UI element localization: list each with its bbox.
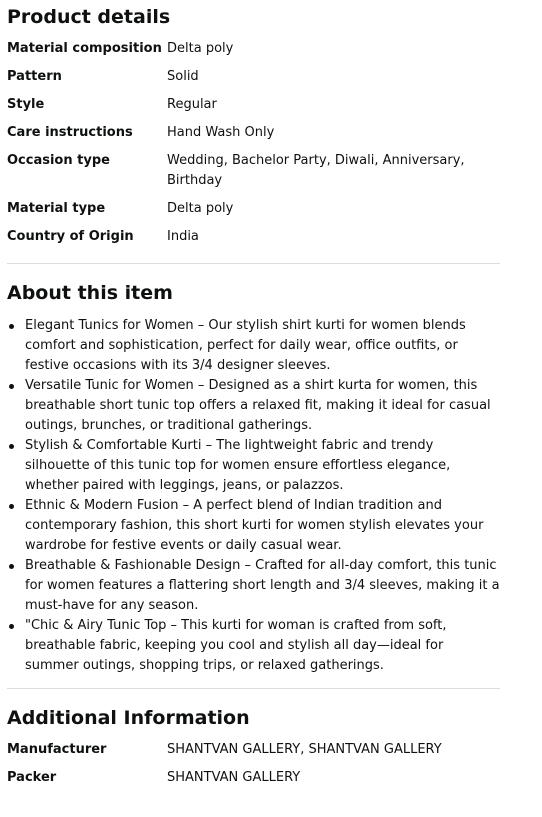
about-bullet: Elegant Tunics for Women – Our stylish shirt kurti for women blends comfort and sophistication, perfect for daily wear, office outfits, or festive occasions with its 3/4 designer sleeves. — [7, 316, 500, 376]
info-key: Packer — [7, 770, 57, 785]
detail-key: Country of Origin — [7, 229, 134, 244]
detail-key: Care instructions — [7, 125, 133, 140]
about-bullet: Stylish & Comfortable Kurti – The lightweight fabric and trendy silhouette of this tunic top for women ensure effortless elegance, whether paired with leggings, jeans, or palazzos. — [7, 436, 500, 496]
detail-key: Pattern — [7, 69, 62, 84]
detail-value: Delta poly — [167, 41, 234, 56]
detail-key: Material composition — [7, 41, 162, 56]
detail-row-care-instructions — [7, 123, 500, 143]
detail-row-style — [7, 95, 500, 115]
section-divider — [7, 263, 500, 264]
section-divider — [7, 688, 500, 689]
about-bullet: Breathable & Fashionable Design – Crafted for all-day comfort, this tunic for women features a flattering short length and 3/4 sleeves, making it a must-have for any season. — [7, 556, 500, 616]
detail-key: Occasion type — [7, 153, 110, 168]
detail-row-country-of-origin — [7, 227, 500, 247]
product-details-title: Product details — [7, 6, 171, 28]
about-bullet: "Chic & Airy Tunic Top – This kurti for woman is crafted from soft, breathable fabric, keeping you cool and stylish all day—ideal for summer outings, shopping trips, or relaxed gatherings. — [7, 616, 500, 676]
detail-key: Material type — [7, 201, 106, 216]
info-value: SHANTVAN GALLERY, SHANTVAN GALLERY — [167, 742, 442, 757]
about-bullet-list — [7, 316, 500, 676]
info-key: Manufacturer — [7, 742, 107, 757]
detail-value: Delta poly — [167, 201, 234, 216]
product-details-table — [7, 39, 500, 247]
info-row-packer — [7, 768, 500, 788]
detail-row-material-type — [7, 199, 500, 219]
detail-value: Wedding, Bachelor Party, Diwali, Anniversary, Birthday — [167, 153, 465, 188]
info-row-manufacturer — [7, 740, 500, 760]
detail-row-pattern — [7, 67, 500, 87]
detail-value: India — [167, 229, 199, 244]
product-info-page — [7, 0, 500, 796]
detail-value: Hand Wash Only — [167, 125, 275, 140]
info-value: SHANTVAN GALLERY — [167, 770, 301, 785]
detail-value: Solid — [167, 69, 199, 84]
detail-row-occasion-type — [7, 151, 500, 191]
about-bullet: Versatile Tunic for Women – Designed as a shirt kurta for women, this breathable short tunic top offers a relaxed fit, making it ideal for casual outings, brunches, or traditional gatherings. — [7, 376, 500, 436]
detail-value: Regular — [167, 97, 217, 112]
about-this-item-title: About this item — [7, 282, 173, 304]
additional-information-table — [7, 740, 500, 788]
detail-row-material-composition — [7, 39, 500, 59]
additional-information-title: Additional Information — [7, 707, 250, 729]
about-bullet: Ethnic & Modern Fusion – A perfect blend of Indian tradition and contemporary fashion, this short kurti for women stylish elevates your wardrobe for festive events or daily casual wear. — [7, 496, 500, 556]
detail-key: Style — [7, 97, 45, 112]
